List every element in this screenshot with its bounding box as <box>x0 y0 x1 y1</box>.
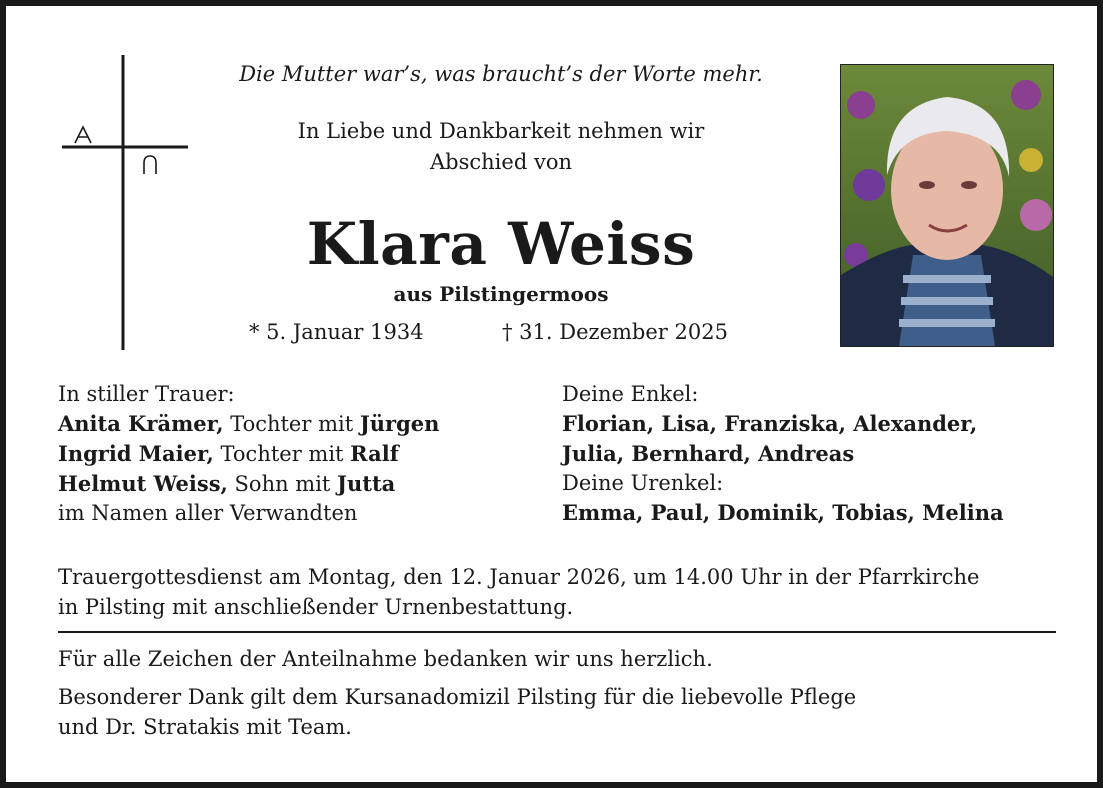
birth-date: * 5. Januar 1934 <box>249 320 424 344</box>
grandchildren-names: Florian, Lisa, Franziska, Alexander, <box>562 411 978 436</box>
cross-icon <box>56 50 196 360</box>
omega-symbol <box>144 156 156 174</box>
special-thanks-text: Besonderer Dank gilt dem Kursanadomizil Pilsting für die liebevolle Pflege und Dr. Stratakis mit Team. <box>58 685 857 739</box>
mourner-row: Helmut Weiss, Sohn mit Jutta <box>58 471 396 496</box>
thanks-text: Für alle Zeichen der Anteilnahme bedanken wir uns herzlich. <box>58 647 713 671</box>
mourners-heading: In stiller Trauer: <box>58 382 235 406</box>
funeral-service-info: Trauergottesdienst am Montag, den 12. Januar 2026, um 14.00 Uhr in der Pfarrkirche in Pilsting mit anschließender Urnenbestattung. <box>58 565 980 619</box>
great-grandchildren-names: Emma, Paul, Dominik, Tobias, Melina <box>562 500 1004 525</box>
grandchildren-heading: Deine Enkel: <box>562 382 699 406</box>
portrait-icon <box>841 65 1053 346</box>
intro-text: In Liebe und Dankbarkeit nehmen wir Abschied von <box>297 119 705 174</box>
mourners-list <box>58 380 538 528</box>
great-grandchildren-heading: Deine Urenkel: <box>562 471 724 495</box>
grandchildren-names: Julia, Bernhard, Andreas <box>562 441 855 466</box>
portrait-photo <box>840 64 1054 347</box>
divider <box>58 631 1056 633</box>
deceased-origin: aus Pilstingermoos <box>393 282 609 306</box>
mourner-row: Ingrid Maier, Tochter mit Ralf <box>58 441 399 466</box>
grandchildren-list <box>562 380 1062 528</box>
alpha-symbol <box>75 127 91 143</box>
mourner-row: Anita Krämer, Tochter mit Jürgen <box>58 411 440 436</box>
deceased-name: Klara Weiss <box>306 210 696 278</box>
death-date: † 31. Dezember 2025 <box>502 320 728 344</box>
mourners-footer: im Namen aller Verwandten <box>58 501 358 525</box>
quote: Die Mutter war’s, was braucht’s der Worte mehr. <box>239 62 763 86</box>
